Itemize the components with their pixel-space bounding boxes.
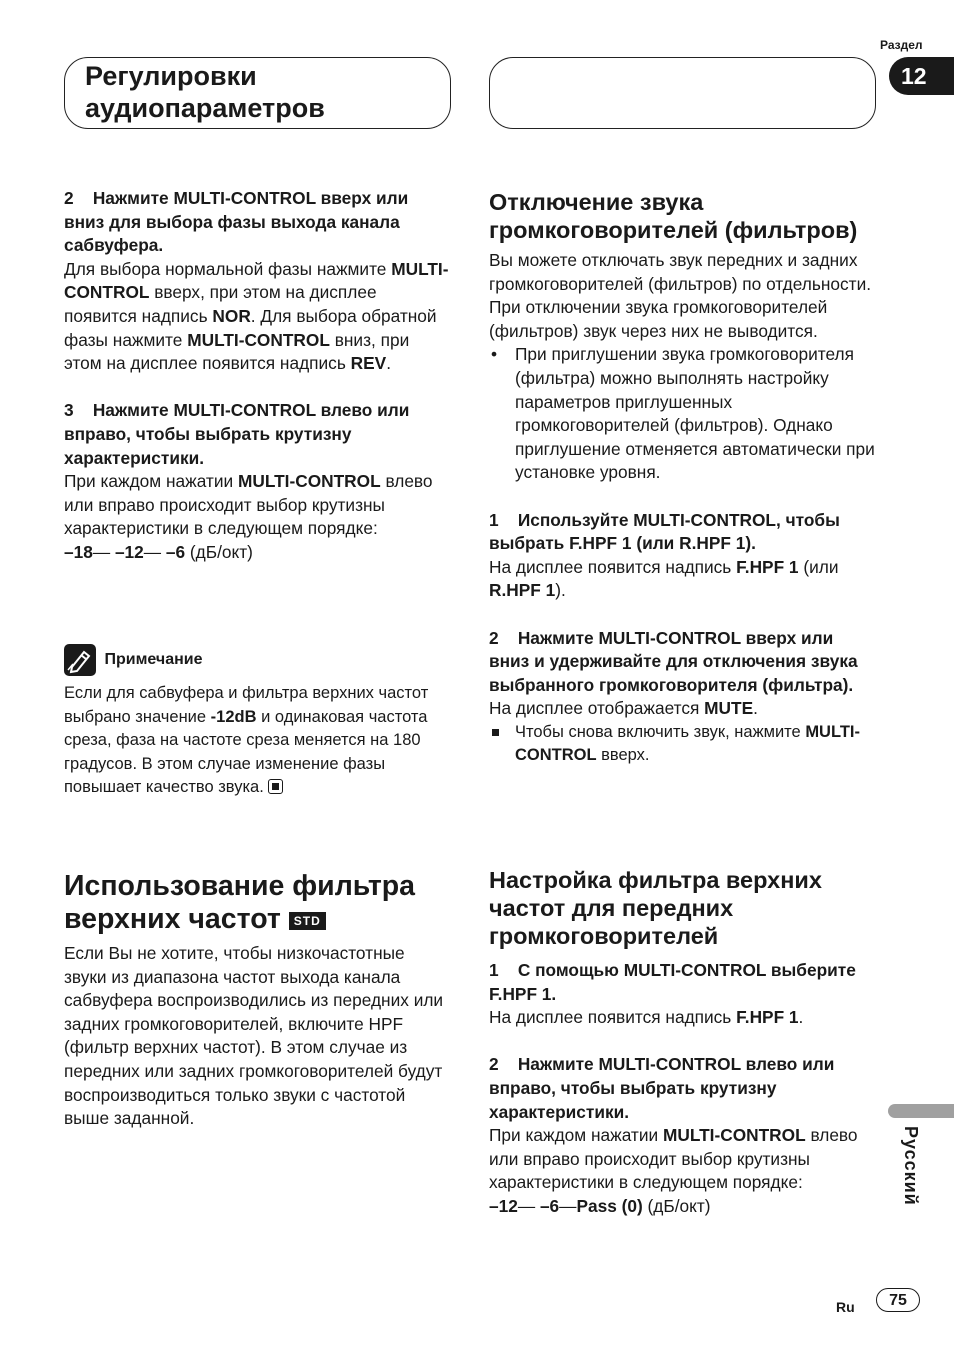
header-right-box (489, 57, 876, 129)
front-step1-title: 1 С помощью MULTI-CONTROL выберите F.HPF 1. (489, 960, 856, 1004)
language-tab-bar (888, 1104, 954, 1118)
mute-bullet: • При приглушении звука громкоговорителя (фильтра) можно выполнять настройку параметров приглушенных громкоговорителей (фильтров). Однако приглушение отменяется автоматически при установке уровня. (489, 343, 877, 485)
note-header (64, 644, 202, 676)
page-title-line1: Регулировки (85, 61, 257, 91)
section-label: Раздел (880, 38, 923, 52)
left-step3-body: При каждом нажатии MULTI-CONTROL влево или вправо происходит выбор крутизны характеристики в следующем порядке: (64, 471, 433, 539)
mute-title: Отключение звука громкоговорителей (фильтров) (489, 189, 858, 243)
hpf-section (64, 870, 450, 1131)
note-body: Если для сабвуфера и фильтра верхних частот выбрано значение -12dB и одинаковая частота среза, фаза на частоте среза меняется на 180 градусов. В этом случае изменение фазы повышает качество звука. (64, 684, 429, 797)
left-step2-body: Для выбора нормальной фазы нажмите MULTI-CONTROL вверх, при этом на дисплее появится надпись NOR. Для выбора обратной фазы нажмите MULTI-CONTROL вниз, при этом на дисплее появится надпись REV. (64, 258, 449, 374)
front-step2-sequence: –12— –6—Pass (0) (дБ/окт) (489, 1195, 711, 1216)
front-step1-body: На дисплее появится надпись F.HPF 1. (489, 1007, 804, 1028)
language-code: Ru (836, 1299, 855, 1315)
std-badge: STD (289, 912, 326, 930)
right-step1-title: 1 Используйте MULTI-CONTROL, чтобы выбрать F.HPF 1 (или R.HPF 1). (489, 509, 840, 554)
note-label: Примечание (104, 651, 203, 668)
right-step2-body: На дисплее отображается MUTE. (489, 698, 758, 719)
front-step2-title: 2 Нажмите MULTI-CONTROL влево или вправо, чтобы выбрать крутизну характеристики. (489, 1054, 835, 1122)
front-hpf-title: Настройка фильтра верхних частот для передних громкоговорителей (489, 867, 822, 949)
right-step1-body: На дисплее появится надпись F.HPF 1 (или R.HPF 1). (489, 556, 839, 601)
left-step3-title: 3 Нажмите MULTI-CONTROL влево или вправо, чтобы выбрать крутизну характеристики. (64, 400, 410, 468)
right-step2-title: 2 Нажмите MULTI-CONTROL вверх или вниз и удерживайте для отключения звука выбранного громкоговорителя (фильтра). (489, 627, 858, 695)
right-step2-note: Чтобы снова включить звук, нажмите MULTI-CONTROL вверх. (489, 721, 877, 768)
left-column (64, 187, 450, 565)
page-number: 75 (876, 1288, 920, 1312)
mute-body: Вы можете отключать звук передних и задних громкоговорителей (фильтров) по отдельности. При отключении звука громкоговорителей (фильтров) звук через них не выводится. (489, 250, 872, 341)
page-title-line2: аудиопараметров (85, 93, 325, 123)
left-step2-title: 2 Нажмите MULTI-CONTROL вверх или вниз для выбора фазы выхода канала сабвуфера. (64, 188, 409, 256)
hpf-body: Если Вы не хотите, чтобы низкочастотные звуки из диапазона частот выхода канала сабвуфера воспроизводились из передних или задних громкоговорителей, включите HPF (фильтр верхних частот). В этом случае из передних или задних громкоговорителей будут воспроизводиться только звуки с частотой выше заданной. (64, 943, 444, 1129)
front-step2-body: При каждом нажатии MULTI-CONTROL влево или вправо происходит выбор крутизны характеристики в следующем порядке: (489, 1125, 858, 1193)
left-step3-sequence: –18— –12— –6 (дБ/окт) (64, 541, 253, 562)
hpf-title: Использование фильтра верхних частот STD (64, 870, 416, 935)
end-square-icon (268, 779, 283, 794)
section-number: 12 (889, 57, 954, 95)
right-column (489, 188, 877, 768)
front-hpf-section (489, 866, 877, 1219)
pencil-note-icon (64, 644, 96, 676)
page-title (85, 60, 325, 124)
language-label: Русский (901, 1126, 921, 1206)
